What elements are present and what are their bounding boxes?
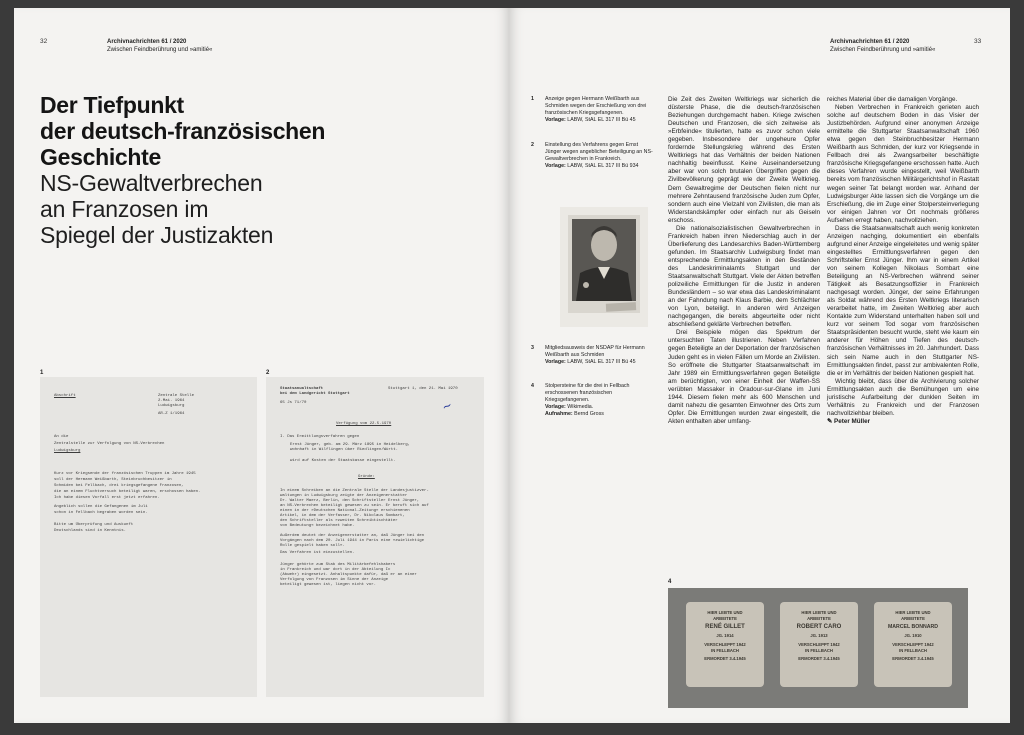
doc2-body-line: Vorgängen nach dem 20. Juli 1944 in Paris eine »zwielichtige <box>280 539 425 543</box>
stone-text: JG. 1914 <box>716 633 734 638</box>
caption-4 <box>531 383 655 418</box>
caption-source-label: Vorlage: <box>545 117 566 123</box>
body-column-2 <box>827 96 979 426</box>
paragraph: Die Zeit des Zweiten Weltkriegs war sicherlich die düsterste Phase, die die deutsch-französischen Beziehungen durchgemacht haben. Kriege zwischen Deutschen und Franzosen, die sich zeitweise als »Erbfeinde« titulierten, hatte es zuvor schon viele gegeben. Insbesondere der ungeheure Opfer fordernde Stellungskrieg während des Ersten Weltkriegs hat das Verhältnis der beiden Nationen nachhaltig beeinflusst. Keine Auseinandersetzung aber war von solch brutalen Übergriffen gegen die Zivilbevölkerung geprägt wie der Zweite Weltkrieg. Dem Gewaltregime der Deutschen fielen nicht nur mehrere Zehntausend französische Juden zum Opfer, sondern auch eine Vielzahl von Zivilisten, die man als Widerstandskämpfer oder einfach nur als Geiseln erschoss. <box>668 96 820 224</box>
doc1-body-line: Schmiden bei Fellbach, drei kriegsgefangene Franzosen, <box>54 484 184 488</box>
caption-source: LABW, StAL EL 317 III Bü 45 <box>567 117 636 123</box>
doc2-body-line: (Abwehr) eingesetzt. Anhaltspunkte dafür, daß er an einer <box>280 573 417 577</box>
stone-text: JG. 1910 <box>904 633 922 638</box>
doc2-file-ref: 65 Js 71/70 <box>280 401 307 405</box>
author-line <box>827 418 979 426</box>
stone-text: RENÉ GILLET <box>705 624 745 630</box>
stone-text: ARBEITETE <box>807 616 831 621</box>
doc1-body-line: Bitte um Überprüfung und Auskunft <box>54 523 134 527</box>
handwritten-note: ~ <box>439 397 455 415</box>
doc1-body-line: schon in Fellbach begraben worden sein. <box>54 511 148 515</box>
figure-label-1: 1 <box>40 370 44 376</box>
doc1-header-right-1: Zentrale Stelle <box>158 394 195 398</box>
left-page <box>14 8 509 723</box>
doc2-body-line: Verfolgung von Franzosen im Sinne der Anzeige <box>280 578 389 582</box>
doc1-body-line: die an einem Fluchtversuch beteiligt waren, erschossen haben. <box>54 490 201 494</box>
stone-text: ERMORDET 3.4.1945 <box>798 656 840 661</box>
stone-text: ARBEITETE <box>901 616 925 621</box>
stone-text: JG. 1913 <box>810 633 828 638</box>
doc1-recipient-3: Ludwigsburg <box>54 449 81 453</box>
page-number-right: 33 <box>974 38 982 45</box>
page-number-left: 32 <box>40 38 48 45</box>
caption-source: LABW, StAL EL 317 III Bü 934 <box>567 163 639 169</box>
stone-text: VERSCHLEPPT 1942 <box>704 642 746 647</box>
article-subtitle-line-3: Spiegel der Justizakten <box>40 222 274 248</box>
stone-text: IN FELLBACH <box>805 648 833 653</box>
doc2-body-line: einen in der »Deutschen National-Zeitung« erschienenen <box>280 509 410 513</box>
doc2-body-line: in Frankreich und war dort in der Abteilung Ic <box>280 568 391 572</box>
doc2-heading: Verfügung vom 22.5.1970 <box>336 422 392 426</box>
doc2-letterhead-1: Staatsanwaltschaft <box>280 387 324 391</box>
caption-text: Anzeige gegen Hermann Weißbarth aus Schmiden wegen der Erschießung von drei französischen Kriegsgefangenen. <box>545 96 647 116</box>
doc2-subject-2: Ernst Jünger, geb. am 29. März 1895 in Heidelberg, <box>290 443 411 447</box>
nsdap-membership-card <box>560 207 648 327</box>
doc2-body-line: Rolle gespielt haben soll«. <box>280 544 345 548</box>
doc1-body-line: Ich habe diesen Vorfall erst jetzt erfahren. <box>54 496 160 500</box>
article-subtitle-line-2: an Franzosen im <box>40 196 209 222</box>
doc1-header-left: Abschrift <box>54 394 76 398</box>
running-head-left <box>107 38 212 54</box>
article-title-line-1: Der Tiefpunkt <box>40 92 184 118</box>
caption-2 <box>531 142 655 170</box>
caption-number: 2 <box>531 142 534 148</box>
doc2-subject-3: wohnhaft in Wilflingen über Riedlingen/Württ. <box>290 448 399 452</box>
doc1-recipient-1: An die <box>54 435 69 439</box>
article-title-line-3: Geschichte <box>40 144 161 170</box>
doc2-body-line: Jünger gehörte zum Stab des Militärbefehlshabers <box>280 563 396 567</box>
paragraph: Neben Verbrechen in Frankreich gerieten auch solche auf deutschem Boden in das Visier der Justizbehörden. Aufgrund einer anonymen Anzeige ermittelte die Stuttgarter Staatsanwaltschaft 1960 etwa gegen den Steinbruchbesitzer Hermann Weißbarth aus Schmiden, der kurz vor Kriegsende in Fellbach drei als Zwangsarbeiter beschäftigte französische Kriegsgefangene erschossen hatte. Auch dieses Verfahren wurde eingestellt, weil Weißbarth bereits vom französischen Militärgerichtshof in Rastatt wegen seiner Tat belangt worden war. Anhand der Ludwigsburger Akte lassen sich die Vorgänge um die Erschießung, die im Zuge einer Stolpersteinverlegung vor einigen Jahren vor Ort nochmals größeres Aufsehen erregt haben, nachvollziehen. <box>827 104 979 224</box>
caption-photographer: Bernd Gross <box>574 411 604 417</box>
doc2-body-line: beteiligt gewesen ist, liegen nicht vor. <box>280 583 377 587</box>
stone-text: ERMORDET 3.4.1945 <box>704 656 746 661</box>
doc2-body-line: Außerdem deutet der Anzeigenerstatter an, daß Jünger bei den <box>280 534 425 538</box>
paragraph: Wichtig bleibt, dass über die Archivierung solcher Ermittlungsakten auch die Bemühungen um eine juristische Aufarbeitung der dunklen Seiten im Verhältnis zu Frankreich und der Franzosen nachvollziehbar bleiben. <box>827 377 979 417</box>
doc1-header-right-4: AR-Z 1/1964 <box>158 412 185 416</box>
doc2-body-line: Das Verfahren ist einzustellen. <box>280 551 355 555</box>
running-head-subtitle: Zwischen Feindberührung und »amitié« <box>107 47 213 53</box>
stone-text: HIER LEBTE UND <box>895 610 931 615</box>
running-head-title: Archivnachrichten 61 / 2020 <box>830 39 910 45</box>
doc2-body-line: von Bedeutung« bezeichnet habe. <box>280 524 355 528</box>
doc1-body-line: Angeblich sollen die Gefangenen im Juli <box>54 505 148 509</box>
caption-text: Mitgliedsausweis der NSDAP für Hermann Weißbarth aus Schmiden <box>545 345 645 358</box>
author-name: Peter Müller <box>834 417 871 425</box>
doc2-body-line: den Schriftsteller als »zweiten Schreibtischtäter <box>280 519 398 523</box>
caption-source: LABW, StAL EL 317 III Bü 45 <box>567 359 636 365</box>
stone-text: MARCEL BONNARD <box>887 624 939 630</box>
doc1-recipient-2: Zentralstelle zur Verfolgung von NS-Verbrechen <box>54 442 165 446</box>
stone-text: IN FELLBACH <box>899 648 927 653</box>
article-title-line-2: der deutsch-französischen <box>40 118 326 144</box>
article-title-block <box>40 92 480 248</box>
paragraph: Dass die Staatsanwaltschaft auch wenig konkreten Anzeigen nachging, dokumentiert ein ebenfalls aufgrund einer Anzeige eingeleitetes und wenig später eingestelltes Ermittlungsverfahren gegen den Schriftsteller Ernst Jünger. Ihm war in einem Artikel von seinem Kollegen Nikolaus Sombart eine Beteiligung an NS-Verbrechen während seiner Tätigkeit als Besatzungsoffizier in Frankreich nachgesagt worden. Jünger, der seine Erfahrungen als Soldat während des Ersten Weltkriegs literarisch verarbeitet hatte, im Zweiten Weltkrieg aber auch Kontakte zum Widerstand unterhalten haben soll und kurz vor seinem Tod sogar vom französischen Staatspräsidenten besucht wurde, steht wie kaum ein anderer für Höhen und Tiefen des deutsch-französischen Verhältnisses im 20. Jahrhundert. Dass sich sein Name auch in den Stuttgarter NS-Ermittlungsakten findet, passt zur ambivalenten Rolle, die er im Verhältnis der beiden Nationen gespielt hat. <box>827 224 979 377</box>
stone-text: VERSCHLEPPT 1942 <box>798 642 840 647</box>
paragraph: Die nationalsozialistischen Gewaltverbrechen in Frankreich haben ihren Niederschlag auch in der Überlieferung des Landesarchivs Baden-Württemberg gefunden. Im Staatsarchiv Ludwigsburg findet man entsprechende Ermittlungsakten in den Beständen des Landeskriminalamts Stuttgart und der Staatsanwaltschaft Stuttgart. Viele der Akten betreffen polizeiliche Ermittlungen für die Justiz in anderen Bundesländern – so war etwa das Landeskriminalamt an der Fahndung nach Klaus Barbie, dem Schlächter von Lyon, beteiligt. In anderen wird Anzeigen nachgegangen, die bereits abgeurteilte oder nicht abschließend geklärte Verbrechen betreffen. <box>668 224 820 329</box>
caption-number: 1 <box>531 96 534 102</box>
document-1-scan <box>40 377 257 697</box>
stone-text: HIER LEBTE UND <box>801 610 837 615</box>
stolperstein-1 <box>686 602 764 687</box>
doc2-body-line: In einem Schreiben an die Zentrale Stelle der Landesjustizver- <box>280 489 429 493</box>
stone-text: ERMORDET 3.4.1945 <box>892 656 934 661</box>
doc2-subject-1: I. Das Ermittlungsverfahren gegen <box>280 435 360 439</box>
doc2-body-line: waltungen in Ludwigsburg zeigte der Anzeigenerstatter <box>280 494 408 498</box>
author-icon: ✎ <box>827 417 833 425</box>
figure-label-4: 4 <box>668 579 672 585</box>
body-column-1 <box>668 96 820 426</box>
doc2-decision: wird auf Kosten der Staatskasse eingestellt. <box>290 459 396 463</box>
caption-source: Wikimedia. <box>567 404 594 410</box>
stone-text: ROBERT CARO <box>796 624 842 630</box>
right-page <box>509 8 1010 723</box>
doc2-body-line: Artikel, in dem der Verfasser, Dr. Nikolaus Sombart, <box>280 514 405 518</box>
caption-number: 3 <box>531 345 534 351</box>
doc2-body-line: Dr. Walter Maerz, Berlin, den Schriftsteller Ernst Jünger, <box>280 499 420 503</box>
stone-text: VERSCHLEPPT 1942 <box>892 642 934 647</box>
running-head-right <box>830 38 935 54</box>
doc2-reason-heading: Gründe: <box>358 475 375 479</box>
portrait-photo <box>560 207 648 327</box>
caption-photo-label: Aufnahme: <box>545 411 573 417</box>
doc2-body-line: an NS-Verbrechen beteiligt gewesen zu sein. Er beruft sich auf <box>280 504 429 508</box>
caption-number: 4 <box>531 383 534 389</box>
stone-text: ARBEITETE <box>713 616 737 621</box>
stone-text: HIER LEBTE UND <box>707 610 743 615</box>
doc1-body-line: Kurz vor Kriegsende der französischen Truppen im Jahre 1945 <box>54 472 196 476</box>
caption-text: Einstellung des Verfahrens gegen Ernst Jünger wegen angeblicher Beteiligung an NS-Gewaltverbrechen in Frankreich. <box>545 142 653 162</box>
caption-source-label: Vorlage: <box>545 359 566 365</box>
stolpersteine-photo <box>668 588 968 708</box>
running-head-title: Archivnachrichten 61 / 2020 <box>107 39 187 45</box>
document-2-scan <box>266 377 484 697</box>
doc2-letterhead-2: bei dem Landgericht Stuttgart <box>280 392 350 396</box>
doc1-header-right-2: 2.Mai. 1964 <box>158 399 185 403</box>
doc2-date-line: Stuttgart 1, den 21. Mai 1970 <box>388 387 458 391</box>
caption-3 <box>531 345 655 366</box>
caption-text: Stolpersteine für die drei in Fellbach erschossenen französischen Kriegsgefangenen. <box>545 383 630 403</box>
paragraph: Drei Beispiele mögen das Spektrum der untersuchten Taten illustrieren. Neben Verfahren gegen Beteiligte an der Deportation der französischen Juden geht es in vielen Fällen um Morde an Zivilisten. So eröffnete die Stuttgarter Staatsanwaltschaft im Jahr 1989 ein Ermittlungsverfahren gegen Beteiligte am berüchtigten, von einer Einheit der Waffen-SS verübten Massaker in Oradour-sur-Glane im Juni 1944. Diesem fielen mehr als 600 Menschen und damit nahezu die gesamten Einwohner des Orts zum Opfer. Die Ermittlungen wurden zwar eingestellt, die Akten enthalten aber umfang- <box>668 329 820 425</box>
caption-1 <box>531 96 655 124</box>
stolperstein-2 <box>780 602 858 687</box>
figure-label-2: 2 <box>266 370 270 376</box>
paragraph: reiches Material über die damaligen Vorgänge. <box>827 96 958 103</box>
doc1-header-right-3: Ludwigsburg <box>158 404 185 408</box>
stone-text: IN FELLBACH <box>711 648 739 653</box>
doc1-body-line: Deutschlands sind in Kenntnis. <box>54 529 127 533</box>
running-head-subtitle: Zwischen Feindberührung und »amitié« <box>830 47 936 53</box>
stolperstein-3 <box>874 602 952 687</box>
doc1-body-line: soll der Hermann Weißbarth, Steinbruchbesitzer in <box>54 478 172 482</box>
caption-source-label: Vorlage: <box>545 163 566 169</box>
caption-source-label: Vorlage: <box>545 404 566 410</box>
article-subtitle-line-1: NS-Gewaltverbrechen <box>40 170 263 196</box>
